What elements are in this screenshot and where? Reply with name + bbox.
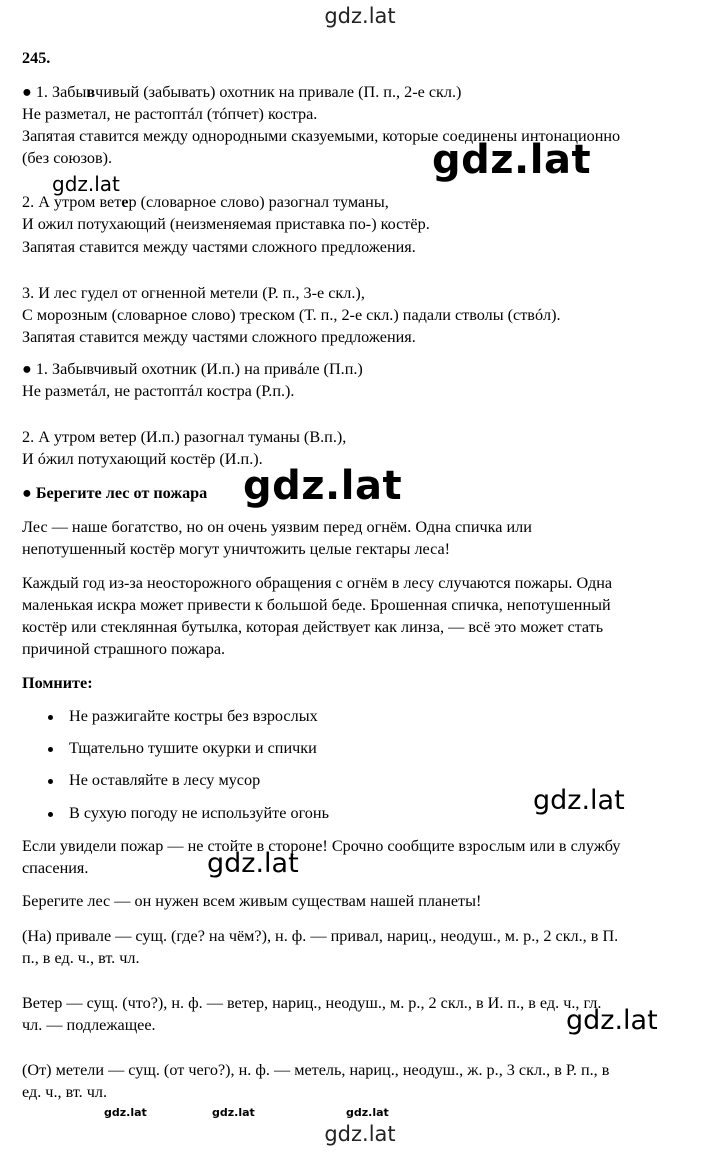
s1-line-2: Не разметал, не растоптáл (тóпчет) костра. [22,105,318,123]
s1-line-8: 3. И лес гудел от огненной метели (Р. п., 3-е скл.), [22,284,365,302]
essay-p3-line-1: Если увидели пожар — не стойте в стороне! Срочно сообщите взрослым или в службу [22,837,621,855]
watermark-small-1: gdz.lat [52,172,120,196]
watermark-large-1: gdz.lat [432,137,592,183]
essay-title: ● Берегите лес от пожара [22,484,208,502]
analysis-1-line-2: п., в ед. ч., вт. чл. [22,949,140,967]
s1-line-6: И ожил потухающий (неизменяемая приставка по-) костёр. [22,215,430,233]
essay-p2-line-4: причиной страшного пожара. [22,640,226,658]
s2-line-3: 2. А утром ветер (И.п.) разогнал туманы (В.п.), [22,428,347,446]
exercise-number: 245. [22,49,51,67]
remember-item-2: Тщательно тушите окурки и спички [69,739,317,757]
analysis-2-line-1: Ветер — сущ. (что?), н. ф. — ветер, нариц., неодуш., м. р., 2 скл., в И. п., в ед. ч., гл. [22,994,602,1012]
s2-line-1: ● 1. Забывчивый охотник (И.п.) на привáле (П.п.) [22,360,363,378]
s1-line-10: Запятая ставится между частями сложного предложения. [22,328,416,346]
s1-line-1: ● 1. Забывчивый (забывать) охотник на привале (П. п., 2-е скл.) [22,83,462,101]
watermark-top: gdz.lat [324,4,396,28]
watermark-medium-3: gdz.lat [566,1005,658,1036]
analysis-3-line-2: ед. ч., вт. чл. [22,1083,108,1101]
s2-line-2: Не разметáл, не растоптáл костра (Р.п.). [22,382,295,400]
watermark-tiny-3: gdz.lat [346,1106,389,1119]
bullet-3 [48,779,53,784]
remember-heading: Помните: [22,674,93,692]
essay-p2-line-3: костёр или стеклянная бутылка, которая действует как линза, — всё это может стать [22,618,604,636]
bullet-1 [48,715,53,720]
bullet-2 [48,747,53,752]
essay-p1-line-2: непотушенный костёр могут уничтожить целые гектары леса! [22,540,451,558]
watermark-medium-1: gdz.lat [533,785,625,816]
watermark-medium-2: gdz.lat [207,848,299,879]
watermark-tiny-2: gdz.lat [212,1106,255,1119]
s2-line-4: И óжил потухающий костёр (И.п.). [22,450,263,468]
s1-line-4: (без союзов). [22,149,113,167]
remember-item-4: В сухую погоду не используйте огонь [69,804,329,822]
watermark-large-2: gdz.lat [243,463,403,509]
essay-p2-line-2: маленькая искра может привести к большой беде. Брошенная спичка, непотушенный [22,596,611,614]
remember-item-1: Не разжигайте костры без взрослых [69,707,318,725]
essay-p3-line-2: спасения. [22,859,89,877]
essay-p1-line-1: Лес — наше богатство, но он очень уязвим перед огнём. Одна спичка или [22,518,532,536]
s1-line-9: С морозным (словарное слово) треском (Т. п., 2-е скл.) падали стволы (ствóл). [22,306,561,324]
remember-item-3: Не оставляйте в лесу мусор [69,771,261,789]
s1-line-7: Запятая ставится между частями сложного предложения. [22,238,416,256]
essay-p2-line-1: Каждый год из-за неосторожного обращения с огнём в лесу случаются пожары. Одна [22,574,613,592]
s1-line-5: 2. А утром ветер (словарное слово) разогнал туманы, [22,193,389,211]
analysis-2-line-2: чл. — подлежащее. [22,1016,156,1034]
analysis-1-line-1: (На) привале — сущ. (где? на чём?), н. ф. — привал, нариц., неодуш., м. р., 2 скл., в П. [22,927,619,945]
watermark-tiny-1: gdz.lat [104,1106,147,1119]
s1-line-3: Запятая ставится между однородными сказуемыми, которые соединены интонационно [22,127,621,145]
essay-p4: Берегите лес — он нужен всем живым существам нашей планеты! [22,892,482,910]
watermark-bottom: gdz.lat [324,1122,396,1146]
bullet-4 [48,812,53,817]
analysis-3-line-1: (От) метели — сущ. (от чего?), н. ф. — метель, нариц., неодуш., ж. р., 3 скл., в Р. п., в [22,1061,610,1079]
